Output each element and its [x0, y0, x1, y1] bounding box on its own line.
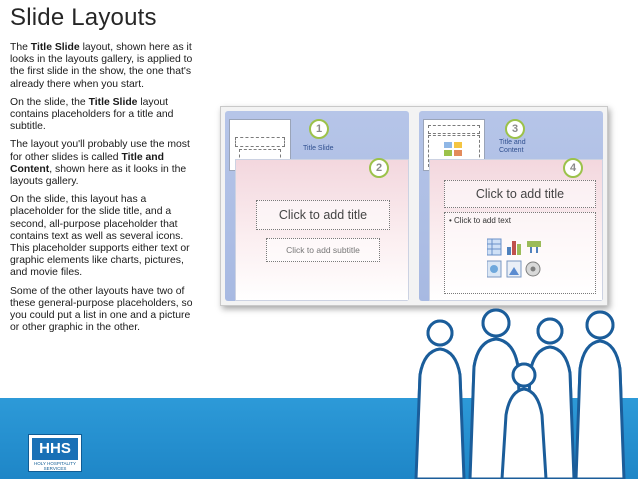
content-placeholder[interactable] [444, 212, 596, 294]
logo-text: HHS [32, 438, 78, 460]
paragraph-2: On the slide, the Title Slide layout contains placeholders for a title and subtitle. [10, 96, 174, 133]
content-icons-small [444, 142, 462, 156]
title-content-panel [419, 111, 603, 301]
layout-name-title-content: Title and Content [499, 139, 526, 154]
badge-4: 4 [563, 158, 583, 178]
content-placeholder-text: • Click to add text [449, 216, 511, 225]
logo-tagline: HOLY HOSPITALITY SERVICES [33, 461, 76, 471]
badge-3: 3 [505, 119, 525, 139]
layout-name-title-slide: Title Slide [303, 145, 334, 152]
people-silhouettes-overlay [400, 305, 638, 479]
paragraph-4: On the slide, this layout has a placeholder for the slide title, and a second, all-purpose placeholder that contains text as well as several icons. This placeholder supports either text or graphic elements like charts, pictures, and movie files. [10, 194, 190, 279]
body-text [10, 42, 202, 340]
badge-2: 2 [369, 158, 389, 178]
title-content-preview [429, 159, 603, 301]
paragraph-1: The Title Slide layout, shown here as it looks in the layouts gallery, is applied to the first slide in the show, the one that's already there when you start. [10, 42, 193, 90]
content-title-placeholder[interactable]: Click to add title [444, 180, 596, 208]
hhs-logo [28, 434, 82, 472]
paragraph-5: Some of the other layouts have two of these general-purpose placeholders, so you could put a list in one and a picture or other graphic in the other. [10, 285, 193, 334]
title-slide-panel [225, 111, 409, 301]
subtitle-placeholder[interactable]: Click to add subtitle [266, 238, 380, 262]
title-slide-preview [235, 159, 409, 301]
content-insert-icons [487, 237, 551, 281]
slide-title: Slide Layouts [10, 4, 157, 31]
paragraph-3: The layout you'll probably use the most for other slides is called Title and Content, shown here as it looks in the layouts gallery. [10, 139, 190, 188]
badge-1: 1 [309, 119, 329, 139]
layouts-screenshot [220, 106, 608, 306]
title-placeholder[interactable]: Click to add title [256, 200, 390, 230]
